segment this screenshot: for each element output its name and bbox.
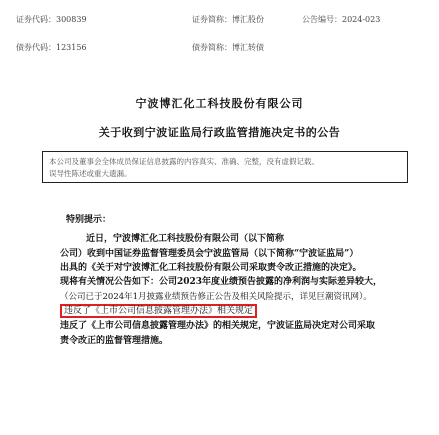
body-line-4: 现将有关情况公告如下：公司2023年度业绩预告披露的净利润与实际差异较大，	[60, 277, 383, 287]
announcement-subject-title: 关于收到宁波证监局行政监管措施决定书的公告	[98, 126, 341, 139]
body-line-6	[60, 305, 257, 317]
board-statement-box	[42, 151, 408, 183]
header-row-bond	[16, 42, 426, 56]
bond-code: 债券代码：123156	[16, 43, 87, 52]
body-line-8: 责令改正的监督管理措施。	[60, 336, 169, 346]
highlighted-violation-text: 违反了《上市公司信息披露管理办法》相关规定	[60, 304, 257, 318]
body-line-2: 公司）收到中国证券监督管理委员会宁波监管局（以下简称“宁波证监局”）	[60, 249, 359, 259]
board-statement-line-2: 误导性陈述或重大遗漏。	[49, 169, 132, 178]
special-notice-heading: 特别提示：	[66, 215, 112, 225]
body-line-3: 出具的《关于对宁波博汇化工科技股份有限公司采取责令改正措施的决定》。	[60, 263, 362, 273]
body-line-7: 违反了《上市公司信息披露管理办法》的相关规定，宁波证监局决定对公司采取	[60, 321, 376, 331]
header-row-stock	[16, 14, 426, 28]
body-line-1: 近日，宁波博汇化工科技股份有限公司（以下简称	[86, 234, 285, 244]
body-line-5: （公司已于2024年1月披露业绩预告修正公告及相关风险提示，详见巨潮资讯网）。	[60, 292, 372, 302]
stock-code: 证券代码：300839	[16, 15, 87, 24]
board-statement-line-1: 本公司及董事会全体成员保证信息披露的内容真实、准确、完整，没有虚假记载、	[49, 157, 319, 166]
announcement-number: 公告编号：2024-023	[302, 15, 381, 24]
bond-short-name: 债券简称：博汇转债	[192, 43, 264, 52]
company-name-title: 宁波博汇化工科技股份有限公司	[135, 97, 304, 110]
stock-short-name: 证券简称：博汇股份	[192, 15, 264, 24]
